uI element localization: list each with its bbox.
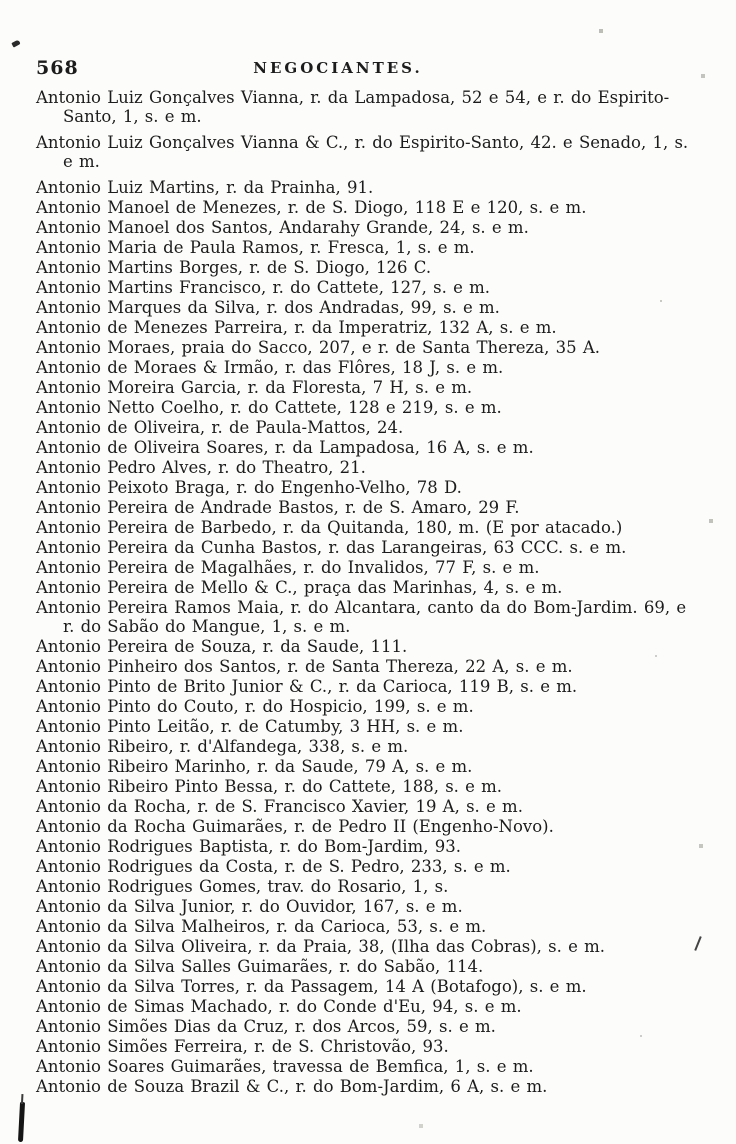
directory-entry: Antonio Manoel dos Santos, Andarahy Grande, 24, s. e m. [36, 218, 529, 237]
directory-entry: Antonio da Rocha, r. de S. Francisco Xavier, 19 A, s. e m. [36, 797, 523, 816]
directory-entry: Antonio Pinto de Brito Junior & C., r. da Carioca, 119 B, s. e m. [36, 677, 578, 696]
directory-entry: Antonio Moreira Garcia, r. da Floresta, 7 H, s. e m. [36, 378, 473, 397]
directory-entry: Antonio Rodrigues Baptista, r. do Bom-Jardim, 93. [36, 837, 461, 856]
scan-noise [0, 0, 2, 2]
directory-entry: Antonio Marques da Silva, r. dos Andradas, 99, s. e m. [36, 298, 500, 317]
directory-entry: Antonio Ribeiro, r. d'Alfandega, 338, s. e m. [36, 737, 409, 756]
directory-entry: Antonio Maria de Paula Ramos, r. Fresca, 1, s. e m. [36, 238, 475, 257]
ink-blot-icon [11, 39, 20, 47]
directory-entry: Antonio Luiz Martins, r. da Prainha, 91. [36, 178, 374, 197]
directory-entry: Antonio Pereira de Mello & C., praça das Marinhas, 4, s. e m. [36, 578, 563, 597]
directory-entry: Antonio Ribeiro Pinto Bessa, r. do Cattete, 188, s. e m. [36, 777, 503, 796]
page-number: 568 [36, 57, 79, 79]
directory-entry: Antonio Pedro Alves, r. do Theatro, 21. [36, 458, 366, 477]
directory-entry: Antonio de Menezes Parreira, r. da Imperatriz, 132 A, s. e m. [36, 318, 557, 337]
directory-entry: Antonio Moraes, praia do Sacco, 207, e r. de Santa Thereza, 35 A. [36, 338, 600, 357]
directory-entry: Antonio Pereira de Andrade Bastos, r. de S. Amaro, 29 F. [36, 498, 520, 517]
directory-entry: Antonio da Silva Oliveira, r. da Praia, 38, (Ilha das Cobras), s. e m. [36, 937, 606, 956]
pen-stroke-icon [18, 1102, 25, 1142]
directory-entry: Antonio Pereira de Barbedo, r. da Quitanda, 180, m. (E por atacado.) [36, 518, 623, 537]
directory-entry: Antonio Pereira de Souza, r. da Saude, 111. [36, 637, 408, 656]
directory-entry: Antonio Martins Borges, r. de S. Diogo, 126 C. [36, 258, 432, 277]
directory-entry: Antonio Martins Francisco, r. do Cattete, 127, s. e m. [36, 278, 491, 297]
directory-entry: Antonio de Oliveira, r. de Paula-Mattos, 24. [36, 418, 404, 437]
directory-entry: Antonio Pinto Leitão, r. de Catumby, 3 HH, s. e m. [36, 717, 464, 736]
directory-entry: Antonio da Silva Malheiros, r. da Carioca, 53, s. e m. [36, 917, 487, 936]
directory-entry: Antonio Luiz Gonçalves Vianna, r. da Lampadosa, 52 e 54, e r. do Espirito-Santo, 1, s. e m. [36, 88, 670, 126]
directory-entry: Antonio da Silva Torres, r. da Passagem, 14 A (Botafogo), s. e m. [36, 977, 587, 996]
directory-entry: Antonio Netto Coelho, r. do Cattete, 128 e 219, s. e m. [36, 398, 502, 417]
directory-entry: Antonio Pinto do Couto, r. do Hospicio, 199, s. e m. [36, 697, 474, 716]
page-header [0, 57, 736, 83]
directory-entry: Antonio Rodrigues da Costa, r. de S. Pedro, 233, s. e m. [36, 857, 511, 876]
directory-entry: Antonio da Silva Junior, r. do Ouvidor, 167, s. e m. [36, 897, 463, 916]
directory-entry: Antonio da Rocha Guimarães, r. de Pedro II (Engenho-Novo). [36, 817, 554, 836]
directory-entry: Antonio Pereira da Cunha Bastos, r. das Larangeiras, 63 CCC. s. e m. [36, 538, 627, 557]
directory-entry: Antonio Manoel de Menezes, r. de S. Diogo, 118 E e 120, s. e m. [36, 198, 587, 217]
directory-entry: Antonio Pinheiro dos Santos, r. de Santa Thereza, 22 A, s. e m. [36, 657, 573, 676]
directory-entry: Antonio de Oliveira Soares, r. da Lampadosa, 16 A, s. e m. [36, 438, 534, 457]
directory-entry: Antonio Soares Guimarães, travessa de Bemfica, 1, s. e m. [36, 1057, 534, 1076]
directory-entry: Antonio de Moraes & Irmão, r. das Flôres, 18 J, s. e m. [36, 358, 504, 377]
directory-entry: Antonio Simões Ferreira, r. de S. Christovão, 93. [36, 1037, 449, 1056]
directory-entry: Antonio Rodrigues Gomes, trav. do Rosario, 1, s. [36, 877, 449, 896]
running-title: NEGOCIANTES. [253, 59, 423, 77]
directory-entry: Antonio Peixoto Braga, r. do Engenho-Velho, 78 D. [36, 478, 462, 497]
directory-entry: Antonio da Silva Salles Guimarães, r. do Sabão, 114. [36, 957, 484, 976]
directory-entry: Antonio Simões Dias da Cruz, r. dos Arcos, 59, s. e m. [36, 1017, 496, 1036]
directory-entry: Antonio Ribeiro Marinho, r. da Saude, 79 A, s. e m. [36, 757, 473, 776]
directory-entry: Antonio de Simas Machado, r. do Conde d'Eu, 94, s. e m. [36, 997, 522, 1016]
directory-entry: Antonio Luiz Gonçalves Vianna & C., r. do Espirito-Santo, 42. e Senado, 1, s. e m. [36, 133, 689, 171]
directory-entry: Antonio de Souza Brazil & C., r. do Bom-Jardim, 6 A, s. e m. [36, 1077, 548, 1096]
directory-entry: Antonio Pereira Ramos Maia, r. do Alcantara, canto da do Bom-Jardim. 69, e r. do Sabão do Mangue, 1, s. e m. [36, 598, 687, 636]
directory-entries [36, 88, 700, 1097]
directory-entry: Antonio Pereira de Magalhães, r. do Invalidos, 77 F, s. e m. [36, 558, 540, 577]
